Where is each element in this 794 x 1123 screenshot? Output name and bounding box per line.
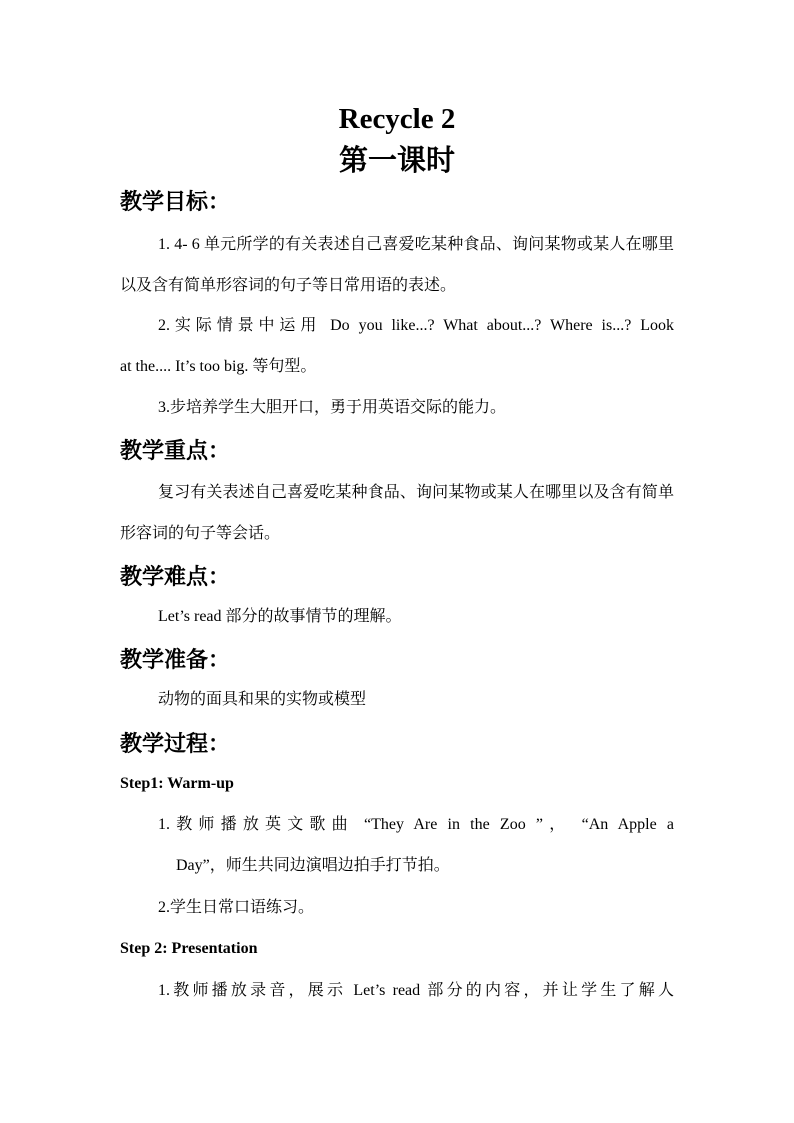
document-title: Recycle 2 <box>338 103 456 135</box>
section-heading-difficulties: 教学难点： <box>120 564 231 590</box>
section-heading-preparation: 教学准备： <box>120 647 231 673</box>
preparation-text: 动物的面具和果的实物或模型 <box>158 691 367 708</box>
step1-heading: Step1: Warm-up <box>120 775 234 792</box>
section-heading-key-points: 教学重点： <box>120 438 231 464</box>
step2-heading: Step 2: Presentation <box>120 940 258 957</box>
section-heading-process: 教学过程： <box>120 731 231 757</box>
step1-item-2: 2.学生日常口语练习。 <box>158 899 315 916</box>
key-points-text: 复习有关表述自己喜爱吃某种食品、询问某物或某人在哪里以及含有简单形容词的句子等会话。 <box>120 484 674 542</box>
objective-item-2-line-1: 2.实际情景中运用 Do you like...? What about...? Where is...? Look <box>158 317 674 334</box>
objective-item-2-line-2: at the.... It’s too big. 等句型。 <box>120 358 317 375</box>
objective-item-1: 1. 4- 6 单元所学的有关表述自己喜爱吃某种食品、询问某物或某人在哪里以及含有简单形容词的句子等日常用语的表述。 <box>120 236 674 294</box>
step2-item-1: 1.教师播放录音，展示 Let’s read 部分的内容，并让学生了解人 <box>158 982 674 999</box>
step1-item-1-line-1: 1.教师播放英文歌曲 “They Are in the Zoo ”， “An Apple a <box>158 816 674 833</box>
difficulties-text: Let’s read 部分的故事情节的理解。 <box>158 608 402 625</box>
lesson-subtitle: 第一课时 <box>338 145 455 177</box>
objective-item-3: 3.步培养学生大胆开口，勇于用英语交际的能力。 <box>158 399 507 416</box>
step1-item-1-line-2: Day”，师生共同边演唱边拍手打节拍。 <box>176 857 450 874</box>
section-heading-objectives: 教学目标： <box>120 189 231 215</box>
